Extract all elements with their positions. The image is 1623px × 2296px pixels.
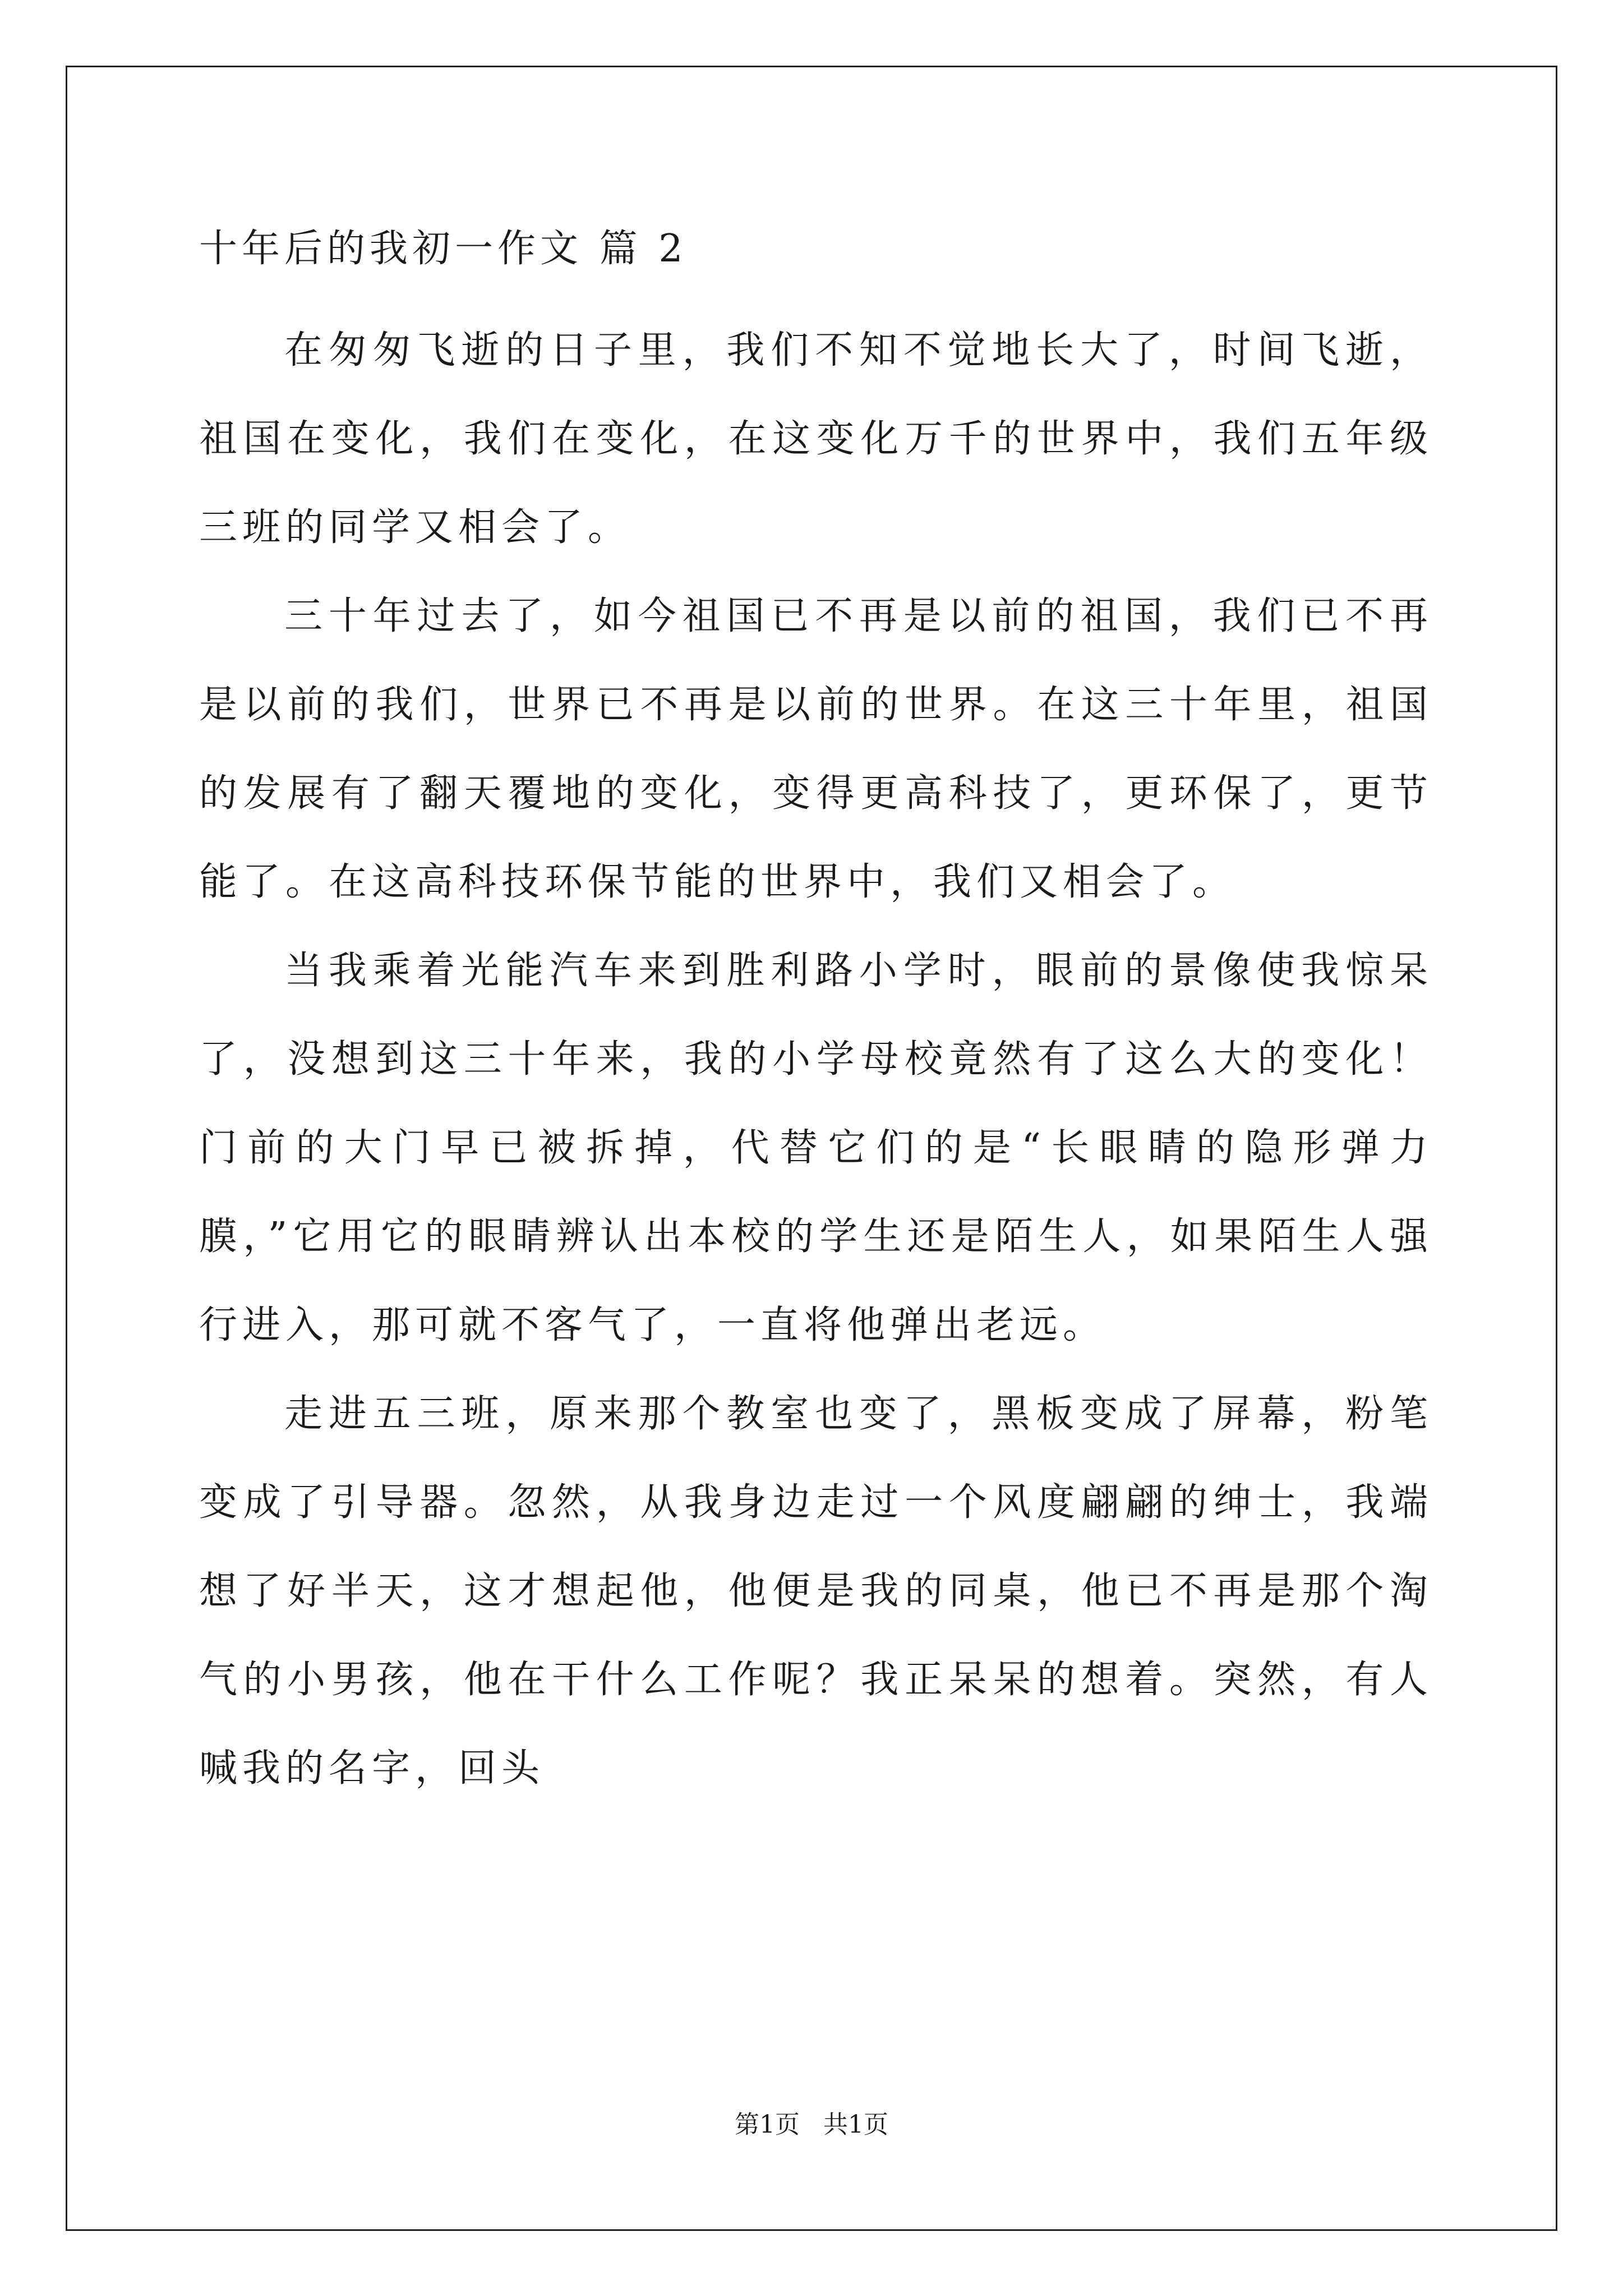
- document-body: [199, 222, 1433, 1813]
- paragraph-4: 走进五三班，原来那个教室也变了，黑板变成了屏幕，粉笔变成了引导器。忽然，从我身边走过一个风度翩翩的绅士，我端想了好半天，这才想起他，他便是我的同桌，他已不再是那个淘气的小男孩，他在干什么工作呢？我正呆呆的想着。突然，有人喊我的名字，回头: [199, 1392, 1433, 1791]
- page-footer: [0, 2108, 1623, 2142]
- page-number-label: 第1页 共1页: [735, 2110, 888, 2139]
- paragraph-1: 在匆匆飞逝的日子里，我们不知不觉地长大了，时间飞逝，祖国在变化，我们在变化，在这变化万千的世界中，我们五年级三班的同学又相会了。: [199, 328, 1433, 550]
- essay-title: 十年后的我初一作文 篇 2: [199, 227, 688, 271]
- paragraph-2: 三十年过去了，如今祖国已不再是以前的祖国，我们已不再是以前的我们，世界已不再是以前的世界。在这三十年里，祖国的发展有了翻天覆地的变化，变得更高科技了，更环保了，更节能了。在这高科技环保节能的世界中，我们又相会了。: [199, 594, 1433, 904]
- paragraph-3: 当我乘着光能汽车来到胜利路小学时，眼前的景像使我惊呆了，没想到这三十年来，我的小学母校竟然有了这么大的变化！门前的大门早已被拆掉，代替它们的是“长眼睛的隐形弹力膜，”它用它的眼睛辨认出本校的学生还是陌生人，如果陌生人强行进入，那可就不客气了，一直将他弹出老远。: [199, 949, 1433, 1347]
